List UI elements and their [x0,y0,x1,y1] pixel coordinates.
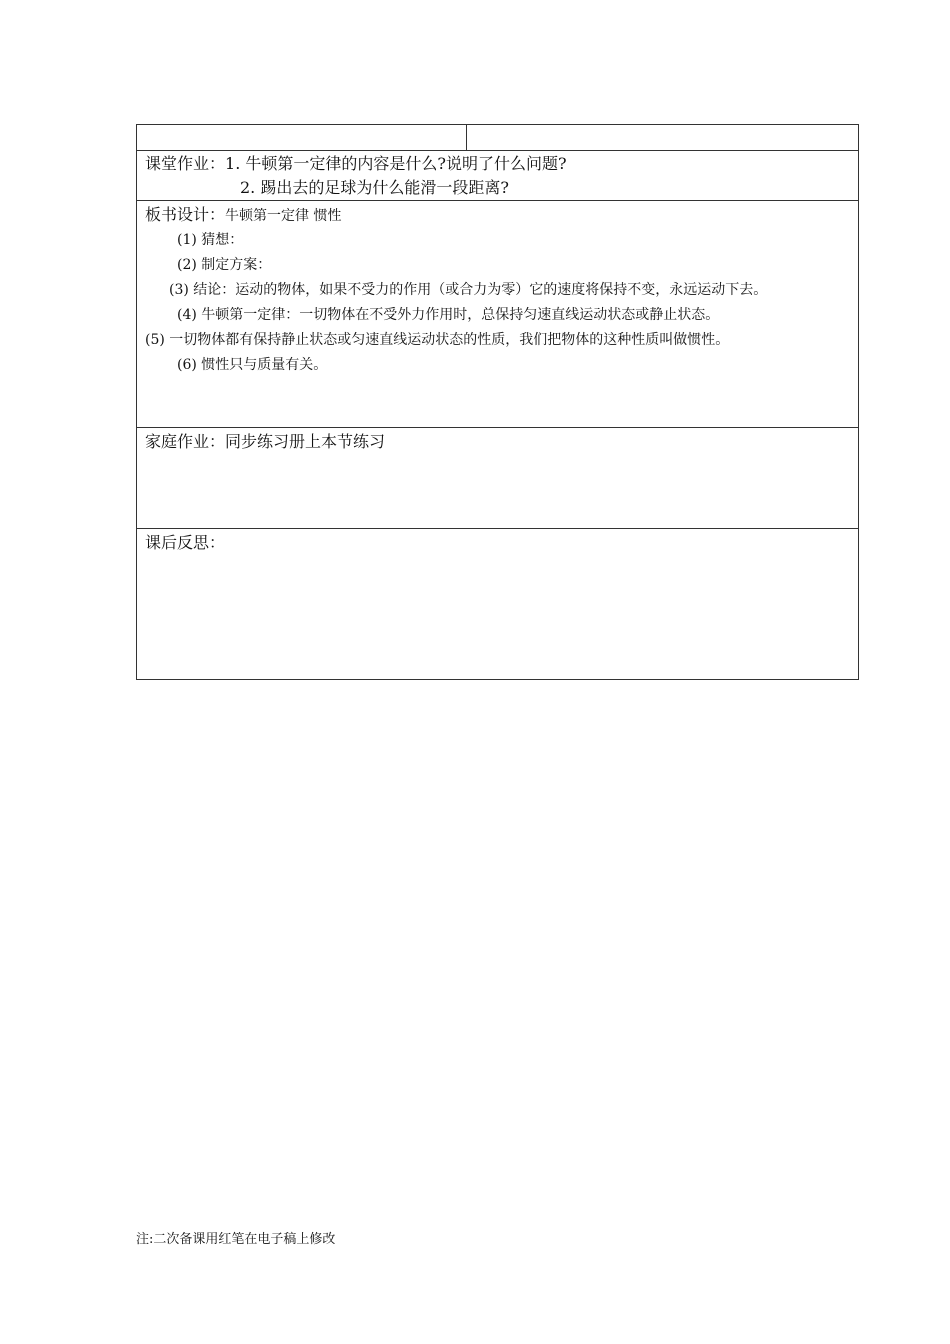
classwork-line-1 [145,152,850,176]
board-item-inertia-definition: (5) 一切物体都有保持静止状态或匀速直线运动状态的性质，我们把物体的这种性质叫做惯性。 [145,332,730,348]
top-right-cell [467,125,859,151]
board-item-conclusion: (3) 结论：运动的物体，如果不受力的作用（或合力为零）它的速度将保持不变，永远运动下去。 [169,282,768,298]
footer-note: 注:二次备课用红笔在电子稿上修改 [136,1232,336,1247]
board-item-newton-law: (4) 牛顿第一定律：一切物体在不受外力作用时，总保持匀速直线运动状态或静止状态。 [177,307,720,323]
classwork-cell [137,151,859,201]
classwork-question-2: 2. 踢出去的足球为什么能滑一段距离? [240,178,509,197]
lesson-plan-table [136,124,859,680]
homework-content: 同步练习册上本节练习 [225,432,386,451]
top-empty-row [137,125,859,151]
board-design-title: 牛顿第一定律 惯性 [225,208,342,224]
homework-row [137,428,859,529]
board-design-cell [137,201,859,428]
board-item-inertia-mass: (6) 惯性只与质量有关。 [177,357,328,373]
board-design-heading [145,203,850,228]
board-design-row [137,201,859,428]
board-item-plan: (2) 制定方案： [177,257,272,273]
board-design-label: 板书设计： [145,205,226,224]
homework-cell [137,428,859,529]
reflection-row [137,529,859,680]
classwork-label: 课堂作业： [145,154,226,173]
top-left-cell [137,125,467,151]
homework-label: 家庭作业： [145,432,226,451]
reflection-cell [137,529,859,680]
board-item-guess: (1) 猜想： [177,232,244,248]
classwork-line-2 [145,176,850,200]
classwork-question-1: 1. 牛顿第一定律的内容是什么?说明了什么问题? [225,154,567,173]
reflection-label: 课后反思： [145,533,226,552]
classwork-row [137,151,859,201]
